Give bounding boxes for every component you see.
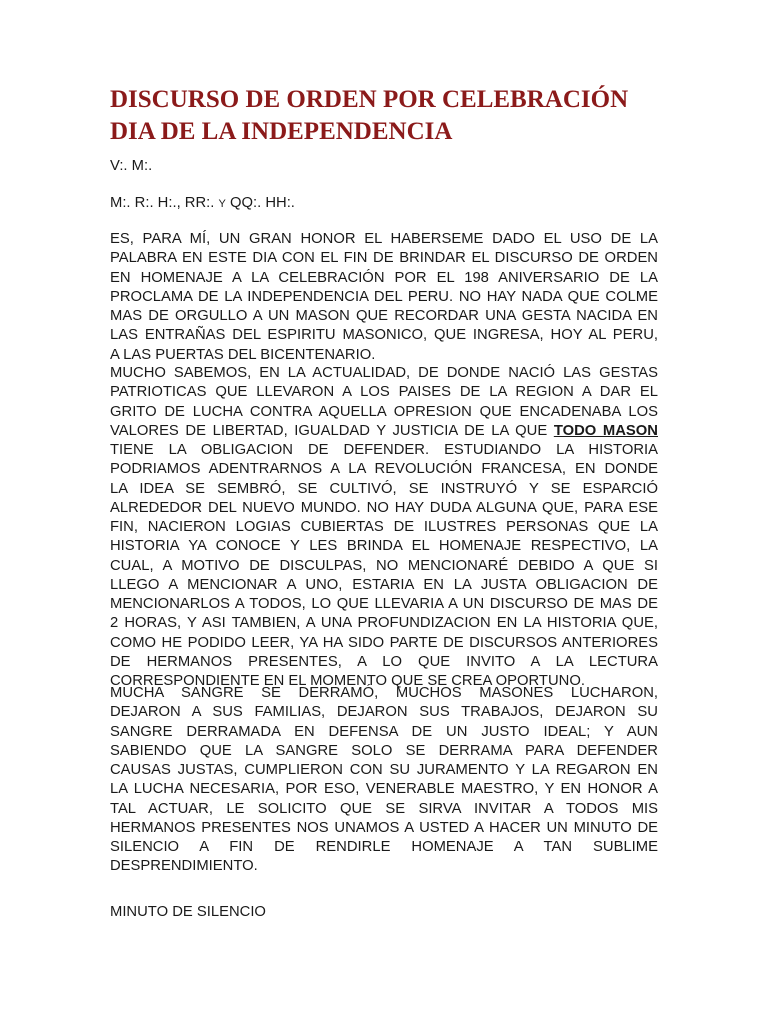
text-line: HISTORIA YA CONOCE Y LES BRINDA EL HOMENAJE RESPECTIVO, LA [110,538,658,555]
text-line: TAL ACTUAR, LE SOLICITO QUE SE SIRVA INVITAR A TODOS MIS [110,800,658,817]
text-line: SILENCIO A FIN DE RENDIRLE HOMENAJE A TAN SUBLIME [110,839,658,855]
salutation-conjunction: Y [218,198,226,210]
document-title [110,84,670,148]
text-line: ES, PARA MÍ, UN GRAN HONOR EL HABERSEME DADO EL USO DE LA [110,231,658,247]
text-line: ALREDEDOR DEL NUEVO MUNDO. NO HAY DUDA ALGUNA QUE, PARA ESE [110,499,658,516]
salutation-venerable-maestro: V:. M:. [110,158,153,174]
text-line: CORRESPONDIENTE EN EL MOMENTO QUE SE CREA OPORTUNO. [110,673,585,689]
text-line: LA LUCHA NECESARIA, POR ESO, VENERABLE MAESTRO, Y EN HONOR A [110,781,658,798]
text-line: MAS DE ORGULLO A UN MASON QUE RECORDAR UNA GESTA NACIDA EN [110,308,658,324]
salutation-part-2: QQ:. HH:. [225,195,295,211]
text-line: LA IDEA SE SEMBRÓ, SE CULTIVÓ, SE INSTRUYÓ Y SE ESPARCIÓ [110,480,658,497]
closing-minuto-de-silencio: MINUTO DE SILENCIO [110,904,266,920]
text-line-with-emphasis [110,422,658,441]
text-line: PROCLAMA DE LA INDEPENDENCIA DEL PERU. NO HAY NADA QUE COLME [110,288,658,305]
text-line: MUCHO SABEMOS, EN LA ACTUALIDAD, DE DONDE NACIÓ LAS GESTAS [110,365,658,381]
text-line: EN HOMENAJE A LA CELEBRACIÓN POR EL 198 ANIVERSARIO DE LA [110,269,658,286]
title-line-1: DISCURSO DE ORDEN POR CELEBRACIÓN [110,86,629,113]
paragraph-opening [110,230,658,365]
text-line: LLEGO A MENCIONAR A UNO, ESTARIA EN LA JUSTA OBLIGACION DE [110,576,658,593]
text-line: PATRIOTICAS QUE LLEVARON A LOS PAISES DE LA REGION A DAR EL [110,384,658,401]
text-line: SANGRE DERRAMADA EN DEFENSA DE UN JUSTO IDEAL; Y AUN [110,723,658,740]
text-line: MUCHA SANGRE SE DERRAMÓ, MUCHOS MASONES LUCHARON, [110,685,658,701]
text-line: CUAL, A MOTIVO DE DISCULPAS, NO MENCIONARÉ DEBIDO A QUE SI [110,557,658,574]
salutation-part-1: M:. R:. H:., RR:. [110,195,219,211]
emphasis-todo-mason: TODO MASON [553,422,658,439]
title-line-2: DIA DE LA INDEPENDENCIA [110,118,453,145]
paragraph-sacrifice [110,684,658,877]
text-line: LAS ENTRAÑAS DEL ESPIRITU MASONICO, QUE INGRESA, HOY AL PERU, [110,327,658,344]
text-line: A LAS PUERTAS DEL BICENTENARIO. [110,346,376,363]
text-line: DEJARON A SUS FAMILIAS, DEJARON SUS TRABAJOS, DEJARON SU [110,704,658,721]
text-line: 2 HORAS, Y ASI TAMBIEN, A UNA PROFUNDIZACION EN LA HISTORIA QUE, [110,615,658,632]
salutation-hermanos [110,194,295,214]
paragraph-history [110,364,658,691]
text-line: PALABRA EN ESTE DIA CON EL FIN DE BRINDAR EL DISCURSO DE ORDEN [110,250,658,267]
text-line: CAUSAS JUSTAS, CUMPLIERON CON SU JURAMENTO Y LA REGARON EN [110,762,658,778]
text-line: FIN, NACIERON LOGIAS CUBIERTAS DE ILUSTRES PERSONAS QUE LA [110,519,658,535]
text-line: COMO HE PODIDO LEER, YA HA SIDO PARTE DE DISCURSOS ANTERIORES [110,634,658,651]
text-line: SABIENDO QUE LA SANGRE SOLO SE DERRAMA PARA DEFENDER [110,742,658,759]
text-line: PODRIAMOS ADENTRARNOS A LA REVOLUCIÓN FRANCESA, EN DONDE [110,461,658,478]
emphasis-prefix: VALORES DE LIBERTAD, IGUALDAD Y JUSTICIA DE LA QUE [110,422,554,439]
text-line: TIENE LA OBLIGACION DE DEFENDER. ESTUDIANDO LA HISTORIA [110,442,658,458]
text-line: HERMANOS PRESENTES NOS UNAMOS A USTED A HACER UN MINUTO DE [110,819,658,836]
text-line: GRITO DE LUCHA CONTRA AQUELLA OPRESION QUE ENCADENABA LOS [110,403,658,420]
text-line: DE HERMANOS PRESENTES, A LO QUE INVITO A LA LECTURA [110,653,658,670]
text-line: DESPRENDIMIENTO. [110,858,258,875]
text-line: MENCIONARLOS A TODOS, LO QUE LLEVARIA A UN DISCURSO DE MAS DE [110,596,658,612]
